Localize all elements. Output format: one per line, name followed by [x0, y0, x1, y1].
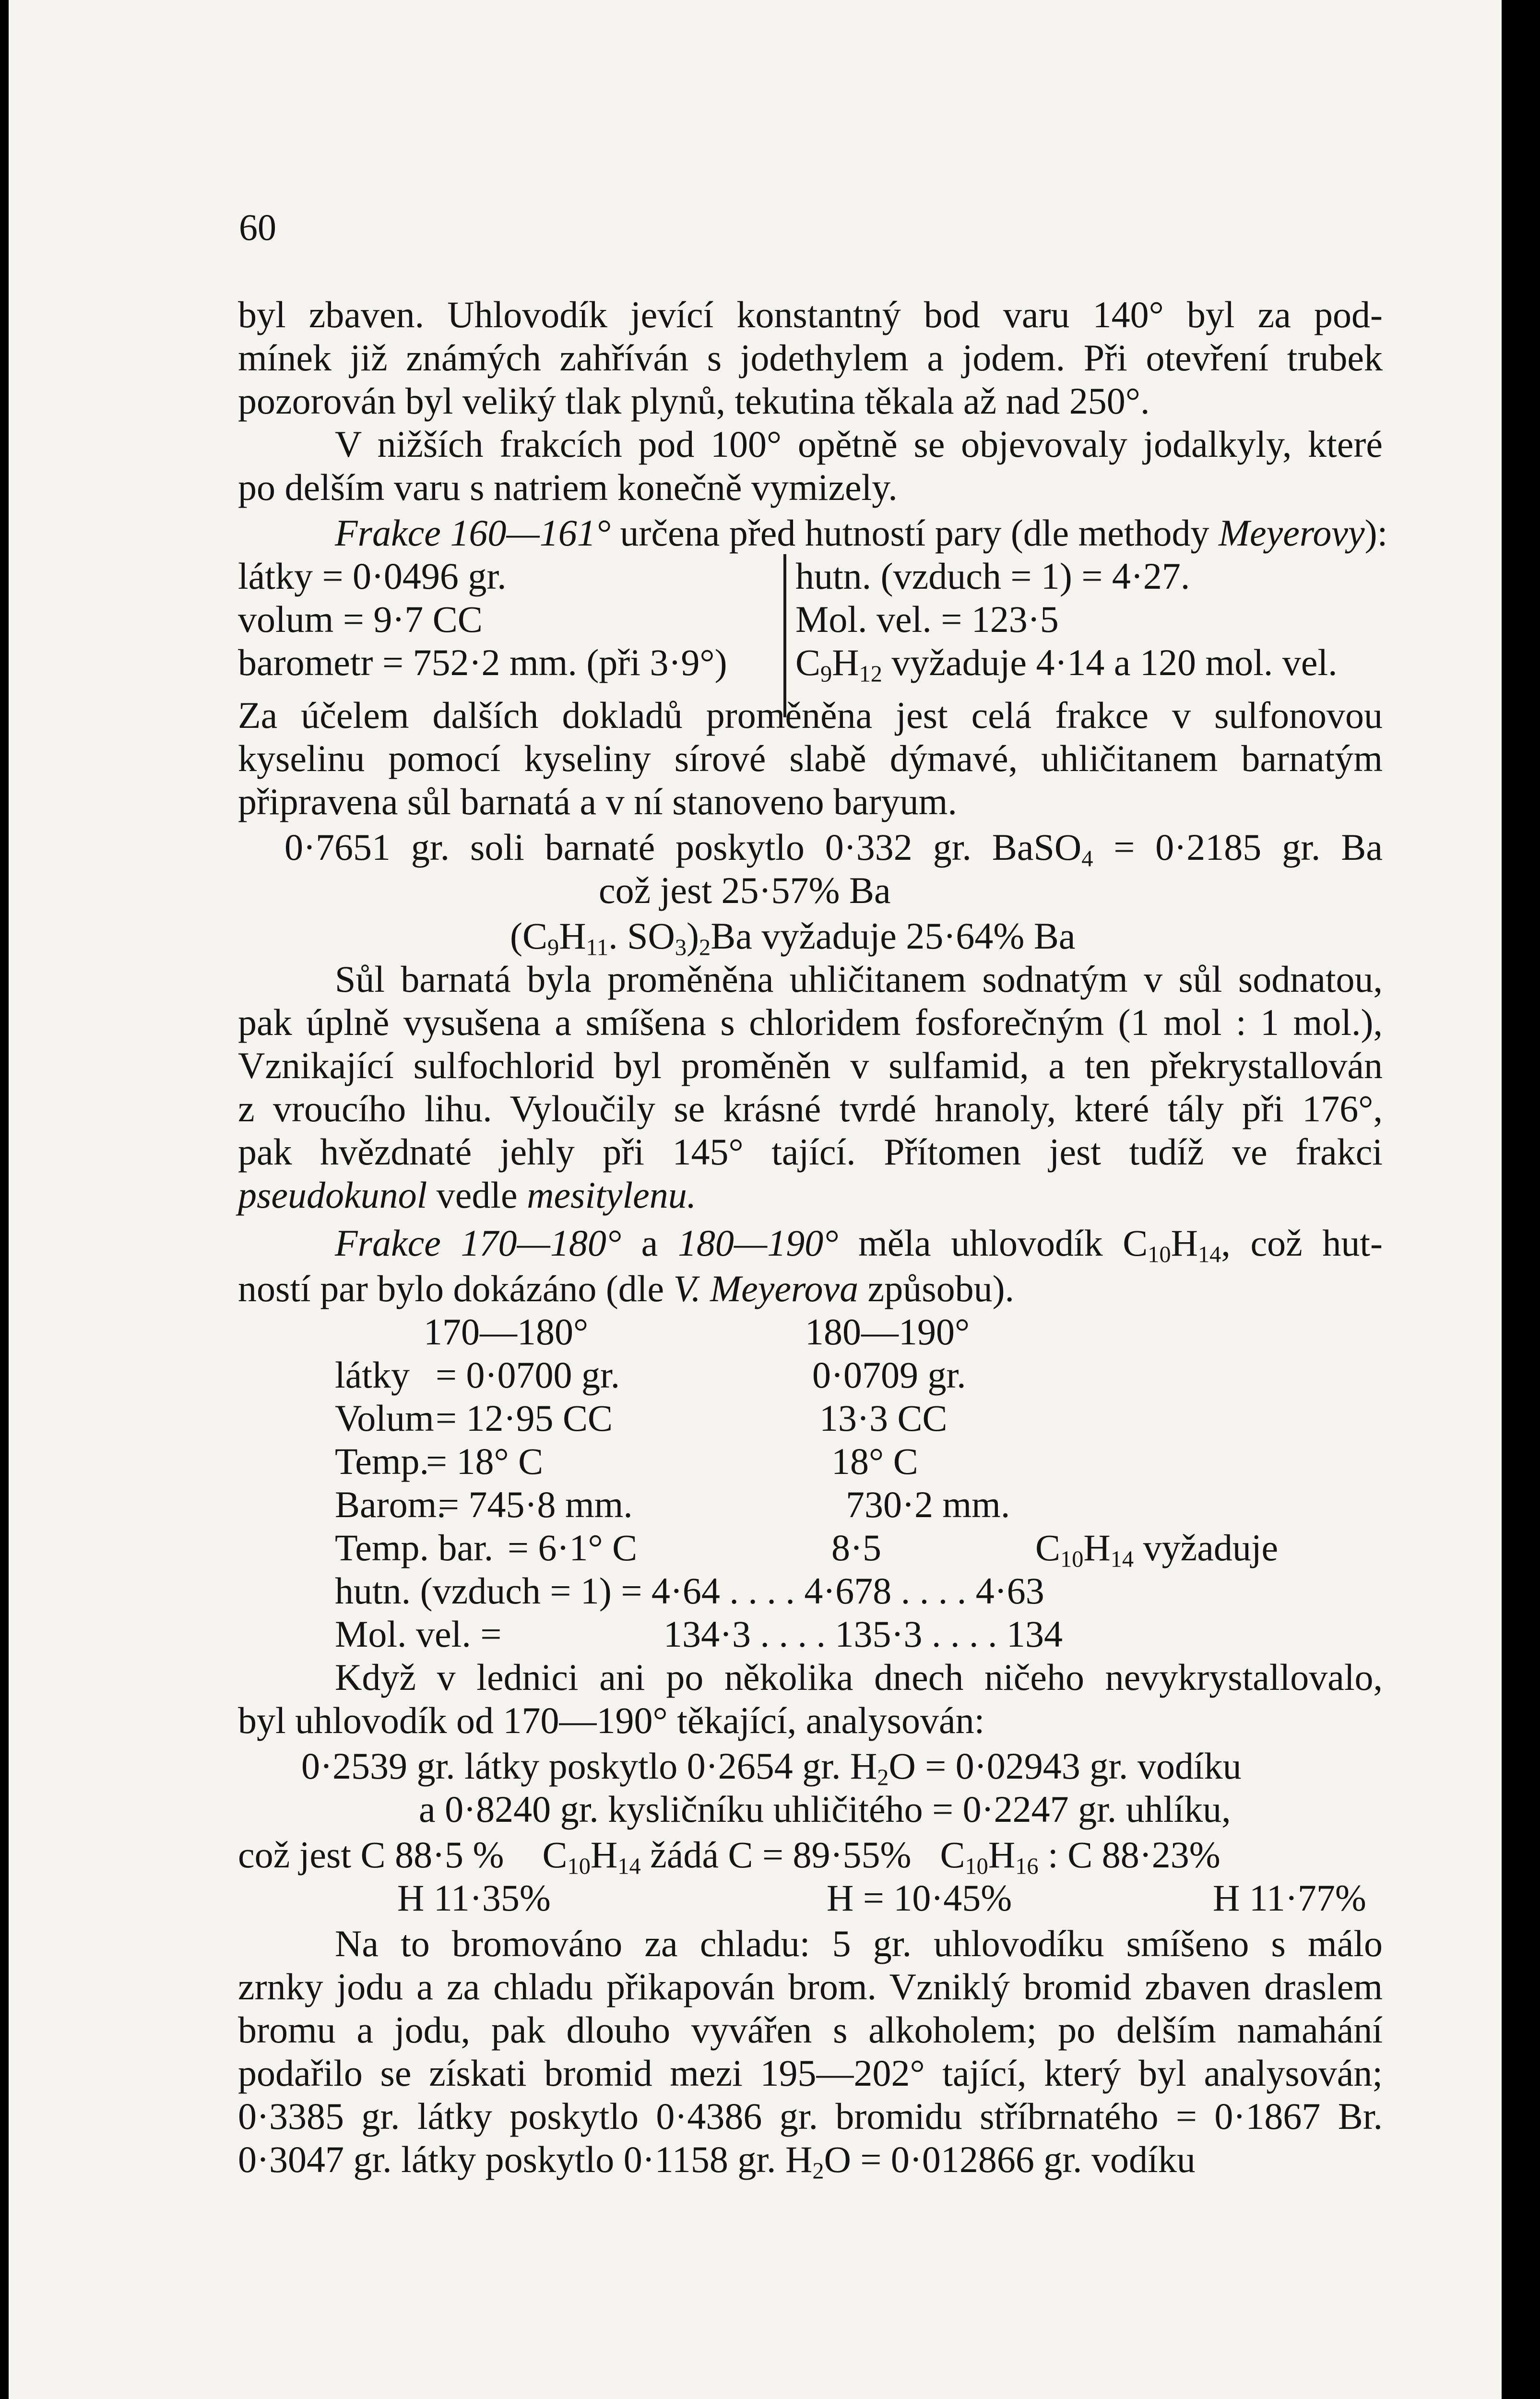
formula-part: H — [832, 641, 859, 683]
formula-part: H — [1083, 1527, 1111, 1568]
formula-sub: 11 — [586, 935, 609, 961]
text-line — [238, 1173, 1383, 1217]
formula-sub: 14 — [1110, 1546, 1134, 1572]
formula-sub: 9 — [820, 661, 832, 687]
table1-right-row: Mol. vel. = 123·5 — [795, 598, 1059, 640]
table2-cell-a: = 12·95 CC — [436, 1397, 613, 1439]
page-scan — [9, 0, 1502, 2399]
text-line: připravena sůl barnatá a v ní stanoveno baryum. — [238, 781, 957, 822]
text-line — [284, 825, 1383, 872]
formula-sub: 2 — [877, 1765, 889, 1791]
formula-part: ) — [687, 915, 699, 957]
text-line: kyselinu pomocí kyseliny sírové slabě dýmavé, uhličitanem barnatým — [238, 737, 1383, 779]
formula-sub: 10 — [567, 1853, 591, 1879]
table2-cell-b: 8·5 — [831, 1527, 881, 1568]
text-span: měla uhlovodík C — [838, 1222, 1148, 1264]
compare-line — [238, 1833, 1220, 1877]
italic-span: Meyerovy — [1219, 512, 1365, 554]
table1-right-row: hutn. (vzduch = 1) = 4·27. — [795, 555, 1190, 597]
table-divider — [783, 554, 786, 717]
text-line-frakce — [335, 511, 1388, 555]
table2-cell-b: 13·3 CC — [819, 1397, 948, 1439]
text-line: V nižších frakcích pod 100° opětně se objevovaly jodalkyly, které — [335, 423, 1383, 465]
italic-span: mesitylenu. — [527, 1174, 697, 1216]
text-line: 0·3385 gr. látky poskytlo 0·4386 gr. bromidu stříbrnatého = 0·1867 Br. — [238, 2095, 1383, 2137]
text-span: : C 88·23% — [1038, 1834, 1220, 1876]
text-span: vyžaduje — [1134, 1527, 1279, 1568]
text-line — [238, 2138, 1383, 2182]
text-span: což jest C 88·5 % — [238, 1834, 504, 1876]
formula-sub: 10 — [1060, 1546, 1084, 1572]
formula-part: H — [988, 1834, 1016, 1876]
text-line: byl uhlovodík od 170—190° těkající, analysován: — [238, 1699, 985, 1741]
text-span: žádá C = 89·55% — [640, 1834, 912, 1876]
table2-cell-b: 0·0709 gr. — [812, 1354, 966, 1396]
text-line: Na to bromováno za chladu: 5 gr. uhlovodíku smíšeno s málo — [335, 1923, 1383, 1964]
text-line-frakce — [335, 1221, 1383, 1268]
text-span: určena před hutností pary (dle methody — [610, 512, 1219, 554]
table1-left-row: barometr = 752·2 mm. (při 3·9°) — [238, 641, 727, 683]
text-line: Vznikající sulfochlorid byl proměněn v sulfamid, a ten překrystallován — [238, 1045, 1383, 1086]
table2-header-b: 180—190° — [805, 1311, 970, 1353]
formula-sub: 10 — [1148, 1242, 1171, 1268]
text-line: zrnky jodu a za chladu přikapován brom. Vzniklý bromid zbaven draslem — [238, 1966, 1383, 2007]
text-line: pak hvězdnaté jehly při 145° tající. Přítomen jest tudíž ve frakci — [238, 1131, 1383, 1173]
table2-label: Barom. — [335, 1484, 446, 1525]
table2-cell-a: = 18° C — [426, 1440, 544, 1482]
text-span: Ba vyžaduje 25·64% Ba — [711, 915, 1076, 957]
formula-part: C — [1035, 1527, 1061, 1568]
text-span: 0·3047 gr. látky poskytlo 0·1158 gr. H — [238, 2138, 813, 2180]
formula-sub: 2 — [699, 935, 711, 961]
italic-span: V. Meyerova — [673, 1268, 859, 1309]
text-line: pozorován byl veliký tlak plynů, tekutina těkala až nad 250°. — [238, 380, 1150, 422]
text-line: z vroucího lihu. Vyloučily se krásné tvrdé hranoly, které tály při 176°, — [238, 1088, 1383, 1129]
table1-left-row: látky = 0·0496 gr. — [238, 555, 507, 597]
table2-label: Temp. bar. — [335, 1527, 494, 1568]
formula-part: . SO — [608, 915, 675, 957]
text-span: , což hut- — [1221, 1222, 1383, 1264]
formula-part: H — [590, 1834, 618, 1876]
formula-sub: 14 — [617, 1853, 641, 1879]
table2-row-mol: 134·3 . . . . 135·3 . . . . 134 — [663, 1613, 1063, 1655]
text-line: byl zbaven. Uhlovodík jevící konstantný bod varu 140° byl za pod- — [238, 294, 1383, 335]
table2-cell-a: = 745·8 mm. — [438, 1484, 633, 1525]
italic-span: pseudokunol — [238, 1174, 427, 1216]
table2-cell-c — [1035, 1526, 1278, 1570]
table2-cell-b: 730·2 mm. — [846, 1484, 1010, 1525]
table2-header-a: 170—180° — [424, 1311, 589, 1353]
text-line: po delším varu s natriem konečně vymizely. — [238, 466, 898, 508]
italic-span: Frakce 170—180° — [335, 1222, 622, 1264]
text-span: = 0·2185 gr. Ba — [1093, 826, 1383, 868]
table2-cell-b: 18° C — [831, 1440, 918, 1482]
italic-span: Frakce 160—161° — [335, 512, 611, 554]
text-line: Sůl barnatá byla proměněna uhličitanem sodnatým v sůl sodnatou, — [335, 958, 1383, 1000]
formula-part: C — [795, 641, 821, 683]
formula-sub: 12 — [859, 661, 882, 687]
formula-sub: 4 — [1081, 846, 1093, 872]
table2-row-hutn: hutn. (vzduch = 1) = 4·64 . . . . 4·678 . . . . 4·63 — [335, 1570, 1044, 1612]
formula-part: C — [940, 1834, 965, 1876]
text-span: 0·7651 gr. soli barnaté poskytlo 0·332 gr. BaSO — [284, 826, 1082, 868]
text-line: mínek již známých zahříván s jodethylem a jodem. Při otevření trubek — [238, 337, 1383, 379]
table2-cell-a: = 6·1° C — [508, 1527, 638, 1568]
text-line: pak úplně vysušena a smíšena s chloridem fosforečným (1 mol : 1 mol.), — [238, 1001, 1383, 1043]
formula-sub: 10 — [965, 1853, 988, 1879]
formula-part: (C — [510, 915, 547, 957]
page-number: 60 — [239, 206, 276, 248]
text-span: a — [621, 1222, 678, 1264]
table1-left-row: volum = 9·7 CC — [238, 598, 483, 640]
text-line: Za účelem dalších dokladů proměněna jest celá frakce v sulfonovou — [238, 694, 1383, 736]
text-line — [238, 1267, 1383, 1311]
table2-label: látky — [335, 1354, 410, 1396]
text-span: O = 0·012866 gr. vodíku — [824, 2138, 1196, 2180]
italic-span: 180—190° — [677, 1222, 839, 1264]
text-span: O = 0·02943 gr. vodíku — [888, 1745, 1242, 1787]
text-span: 0·2539 gr. látky poskytlo 0·2654 gr. H — [301, 1745, 877, 1787]
formula-sub: 2 — [812, 2158, 824, 2184]
table2-label: Volum — [335, 1397, 434, 1439]
table2-cell-a: = 0·0700 gr. — [436, 1354, 620, 1396]
formula-sub: 3 — [675, 935, 687, 961]
text-line: bromu a jodu, pak dlouho vyvářen s alkoholem; po delším namahání — [238, 2009, 1383, 2051]
text-line: podařilo se získati bromid mezi 195—202° tající, který byl analysován; — [238, 2052, 1383, 2094]
compare-cell: H 11·77% — [1213, 1877, 1366, 1919]
compare-cell: H = 10·45% — [827, 1877, 1012, 1919]
text-span: vedle — [427, 1174, 527, 1216]
text-line: Když v lednici ani po několika dnech ničeho nevykrystallovalo, — [335, 1656, 1383, 1698]
text-line: a 0·8240 gr. kysličníku uhličitého = 0·2247 gr. uhlíku, — [419, 1788, 1231, 1830]
compare-cell: H 11·35% — [397, 1877, 551, 1919]
text-span: ností par bylo dokázáno (dle — [238, 1268, 674, 1309]
formula-part: H — [1171, 1222, 1198, 1264]
text-span: ): — [1364, 512, 1388, 554]
formula-sub: 14 — [1198, 1242, 1221, 1268]
text-line-formula — [510, 914, 1230, 961]
table1-right-row — [795, 641, 1338, 685]
formula-part: H — [559, 915, 586, 957]
formula-part: C — [542, 1834, 568, 1876]
text-line — [301, 1744, 1376, 1791]
formula-sub: 16 — [1015, 1853, 1039, 1879]
table2-label: Mol. vel. = — [335, 1613, 502, 1655]
text-line: což jest 25·57% Ba — [599, 869, 891, 911]
text-span: vyžaduje 4·14 a 120 mol. vel. — [882, 641, 1338, 683]
formula-sub: 9 — [547, 935, 559, 961]
text-span: způsobu). — [858, 1268, 1015, 1309]
table2-label: Temp. — [335, 1440, 429, 1482]
